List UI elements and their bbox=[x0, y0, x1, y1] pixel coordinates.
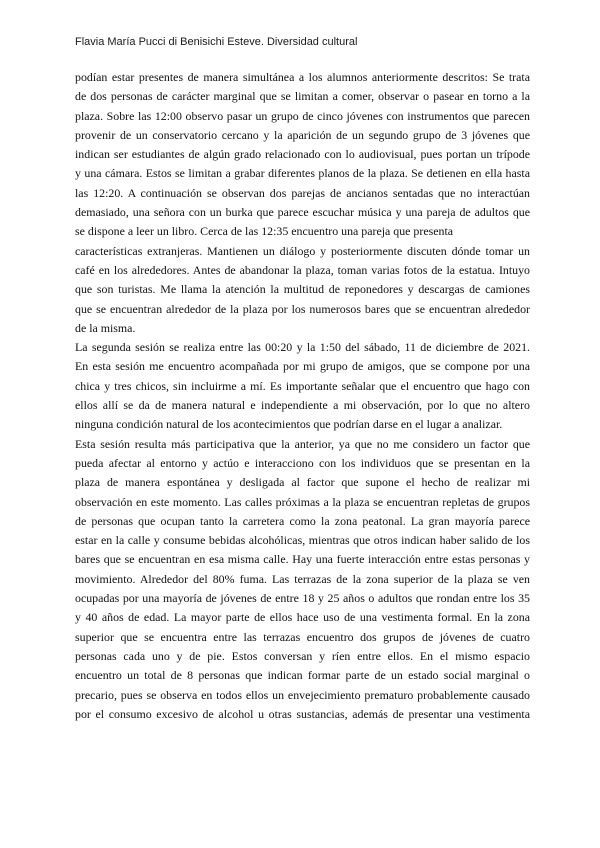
text-line: las 12:20. A continuación se observan dos parejas de ancianos sentadas que no interactúan bbox=[75, 185, 530, 200]
text-line: de personas que ocupan tanto la carretera como la zona peatonal. La gran mayoría parece bbox=[75, 513, 530, 528]
text-line: En esta sesión me encuentro acompañada por mi grupo de amigos, que se compone por una bbox=[75, 359, 530, 374]
text-line: Esta sesión resulta más participativa que la anterior, ya que no me considero un factor que bbox=[75, 436, 530, 451]
text-line: indican ser estudiantes de algún grado relacionado con lo audiovisual, pues portan un trípode bbox=[75, 147, 530, 162]
text-line: chica y tres chicos, sin incluirme a mí. Es importante señalar que el encuentro que hago con bbox=[75, 378, 530, 393]
text-line: ocupadas por una mayoría de jóvenes de entre 18 y 25 años o adultos que rondan entre los 35 bbox=[75, 591, 530, 606]
text-line: ninguna condición natural de los acontecimientos que podrían darse en el lugar a analizar. bbox=[75, 417, 503, 432]
text-line: demasiado, una señora con un burka que parece escuchar música y una pareja de adultos que bbox=[75, 205, 530, 220]
text-line: y una cámara. Estos se limitan a grabar diferentes planos de la plaza. Se detienen en ella hasta bbox=[75, 166, 530, 181]
text-line: superior que se encuentra entre las terrazas encuentro dos grupos de jóvenes de cuatro bbox=[75, 629, 530, 644]
text-line: personas cada uno y de pie. Estos conversan y ríen entre ellos. En el mismo espacio bbox=[75, 648, 530, 663]
text-line: por el consumo excesivo de alcohol u otras sustancias, además de presentar una vestimenta bbox=[75, 706, 530, 721]
text-line: provenir de un conservatorio cercano y la aparición de un segundo grupo de 3 jóvenes que bbox=[75, 127, 530, 142]
text-line: estar en la calle y consume bebidas alcohólicas, mientras que otros indican haber salido de los bbox=[75, 533, 530, 548]
text-line: La segunda sesión se realiza entre las 00:20 y la 1:50 del sábado, 11 de diciembre de 2021. bbox=[75, 340, 530, 355]
text-line: de la misma. bbox=[75, 320, 136, 335]
text-line: pueda afectar al entorno y actúo e interacciono con los individuos que se presentan en la bbox=[75, 455, 530, 470]
text-line: plaza de manera espontánea y desligada al factor que supone el hecho de realizar mi bbox=[75, 475, 530, 490]
text-line: encuentro un total de 8 personas que indican formar parte de un estado social marginal o bbox=[75, 668, 530, 683]
running-header: Flavia María Pucci di Benisichi Esteve. Diversidad cultural bbox=[75, 36, 358, 48]
text-line: precario, pues se observa en todos ellos un envejecimiento prematuro probablemente causado bbox=[75, 687, 530, 702]
text-line: observación en este momento. Las calles próximas a la plaza se encuentran repletas de grupos bbox=[75, 494, 530, 509]
text-line: de dos personas de carácter marginal que se limitan a comer, observar o pasear en torno a la bbox=[75, 89, 530, 104]
text-line: se dispone a leer un libro. Cerca de las 12:35 encuentro una pareja que presenta bbox=[75, 224, 454, 239]
text-line: podían estar presentes de manera simultánea a los alumnos anteriormente descritos: Se trata bbox=[75, 70, 530, 84]
body-text bbox=[75, 68, 530, 724]
text-line: bares que se encuentran en esa misma calle. Hay una fuerte interacción entre estas personas y bbox=[75, 552, 530, 567]
text-line: plaza. Sobre las 12:00 observo pasar un grupo de cinco jóvenes con instrumentos que parecen bbox=[75, 108, 530, 123]
text-line: y 40 años de edad. La mayor parte de ellos hace uso de una vestimenta formal. En la zona bbox=[75, 610, 530, 625]
text-line: que se encuentran alrededor de la plaza por los numerosos bares que se encuentran alrededor bbox=[75, 301, 530, 316]
text-line: movimiento. Alrededor del 80% fuma. Las terrazas de la zona superior de la plaza se ven bbox=[75, 571, 530, 586]
text-line: que son turistas. Me llama la atención la multitud de reponedores y descargas de camiones bbox=[75, 282, 530, 297]
text-line: características extranjeras. Mantienen un diálogo y posteriormente discuten dónde tomar un bbox=[75, 243, 530, 258]
text-line: ellos allí se da de manera natural e independiente a mi observación, por lo que no altero bbox=[75, 398, 530, 413]
text-line: café en los alrededores. Antes de abandonar la plaza, toman varias fotos de la estatua. Intuyo bbox=[75, 262, 530, 277]
